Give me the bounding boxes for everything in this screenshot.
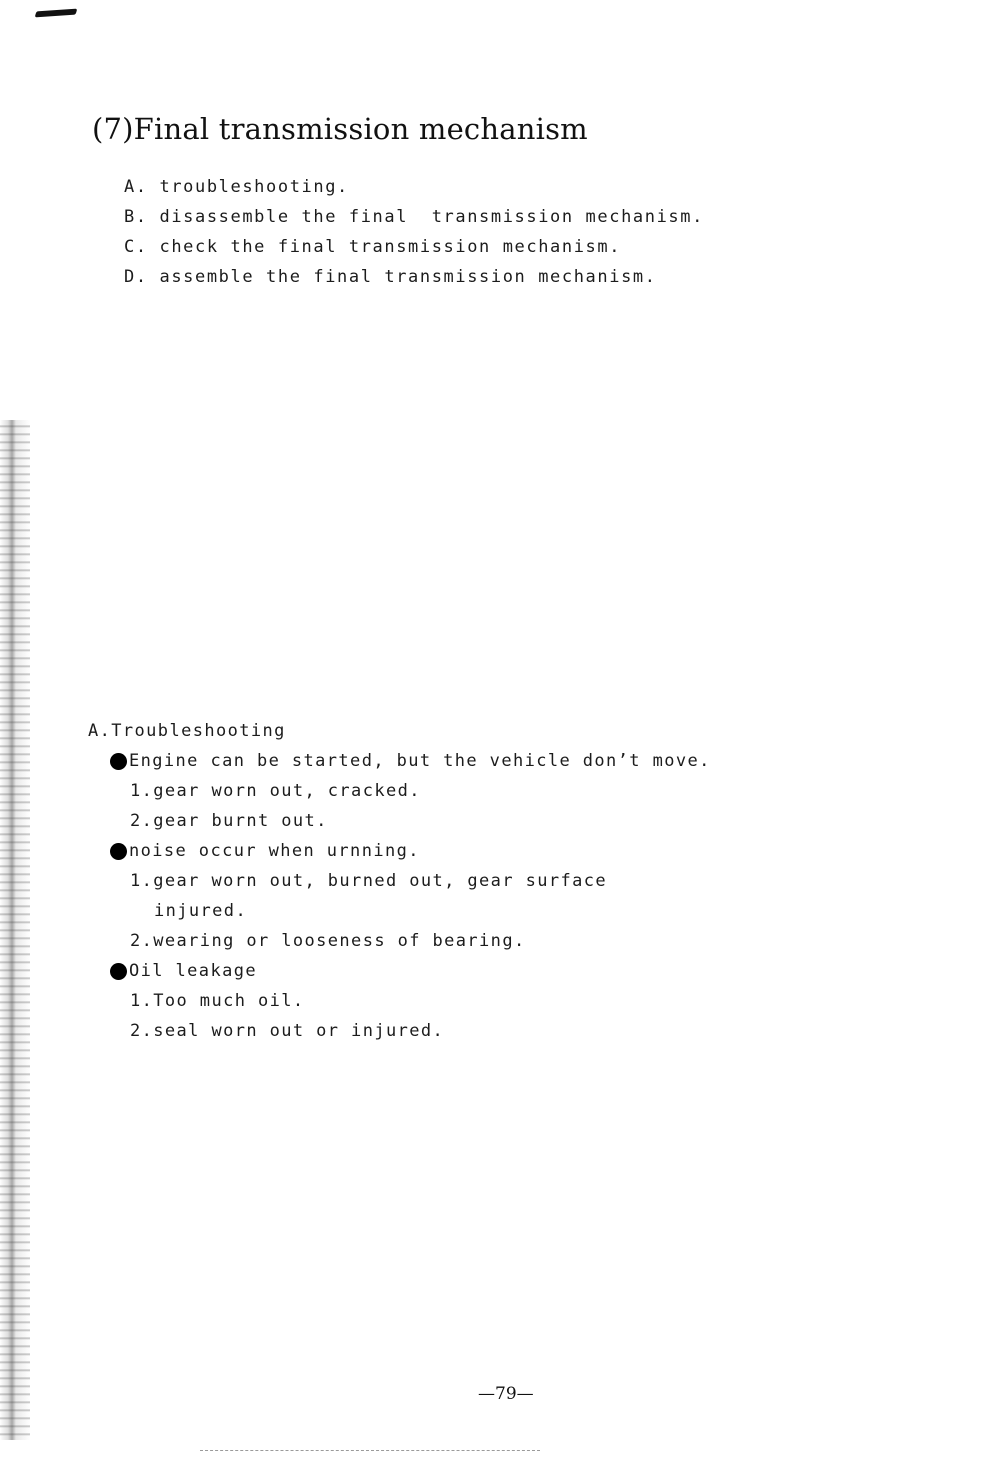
bullet-icon (110, 753, 127, 770)
symptom-group (110, 836, 711, 956)
cause-text: 1.gear worn out, burned out, gear surface (130, 871, 608, 891)
cause-item (130, 866, 711, 926)
symptom-title (110, 956, 711, 986)
cause-item: 1.gear worn out, cracked. (130, 781, 421, 801)
contents-item-c: C. check the final transmission mechanism. (124, 237, 622, 257)
page-title: (7)Final transmission mechanism (92, 112, 588, 146)
cause-item: 2.seal worn out or injured. (130, 1021, 445, 1041)
cause-item: 2.wearing or looseness of bearing. (130, 931, 526, 951)
symptom-title (110, 836, 711, 866)
symptom-group (110, 746, 711, 836)
cause-item: 1.Too much oil. (130, 991, 305, 1011)
corner-mark (35, 9, 78, 18)
symptom-text: noise occur when urnning. (129, 841, 420, 861)
contents-item-d: D. assemble the final transmission mechanism. (124, 267, 657, 287)
bottom-rule (200, 1450, 540, 1452)
troubleshooting-section (88, 716, 711, 1046)
cause-list (110, 866, 711, 956)
bullet-icon (110, 963, 127, 980)
symptom-title (110, 746, 711, 776)
contents-list (124, 172, 704, 292)
page-number: —79— (478, 1384, 534, 1404)
cause-item: 2.gear burnt out. (130, 811, 328, 831)
cause-list (110, 776, 711, 836)
symptom-text: Engine can be started, but the vehicle don’t move. (129, 751, 711, 771)
binding-edge (0, 420, 30, 1440)
symptom-group (110, 956, 711, 1046)
cause-continuation: injured. (154, 901, 248, 921)
section-heading: A.Troubleshooting (88, 721, 286, 741)
contents-item-a: A. troubleshooting. (124, 177, 349, 197)
bullet-icon (110, 843, 127, 860)
contents-item-b: B. disassemble the final transmission mechanism. (124, 207, 704, 227)
cause-list (110, 986, 711, 1046)
symptom-text: Oil leakage (129, 961, 257, 981)
